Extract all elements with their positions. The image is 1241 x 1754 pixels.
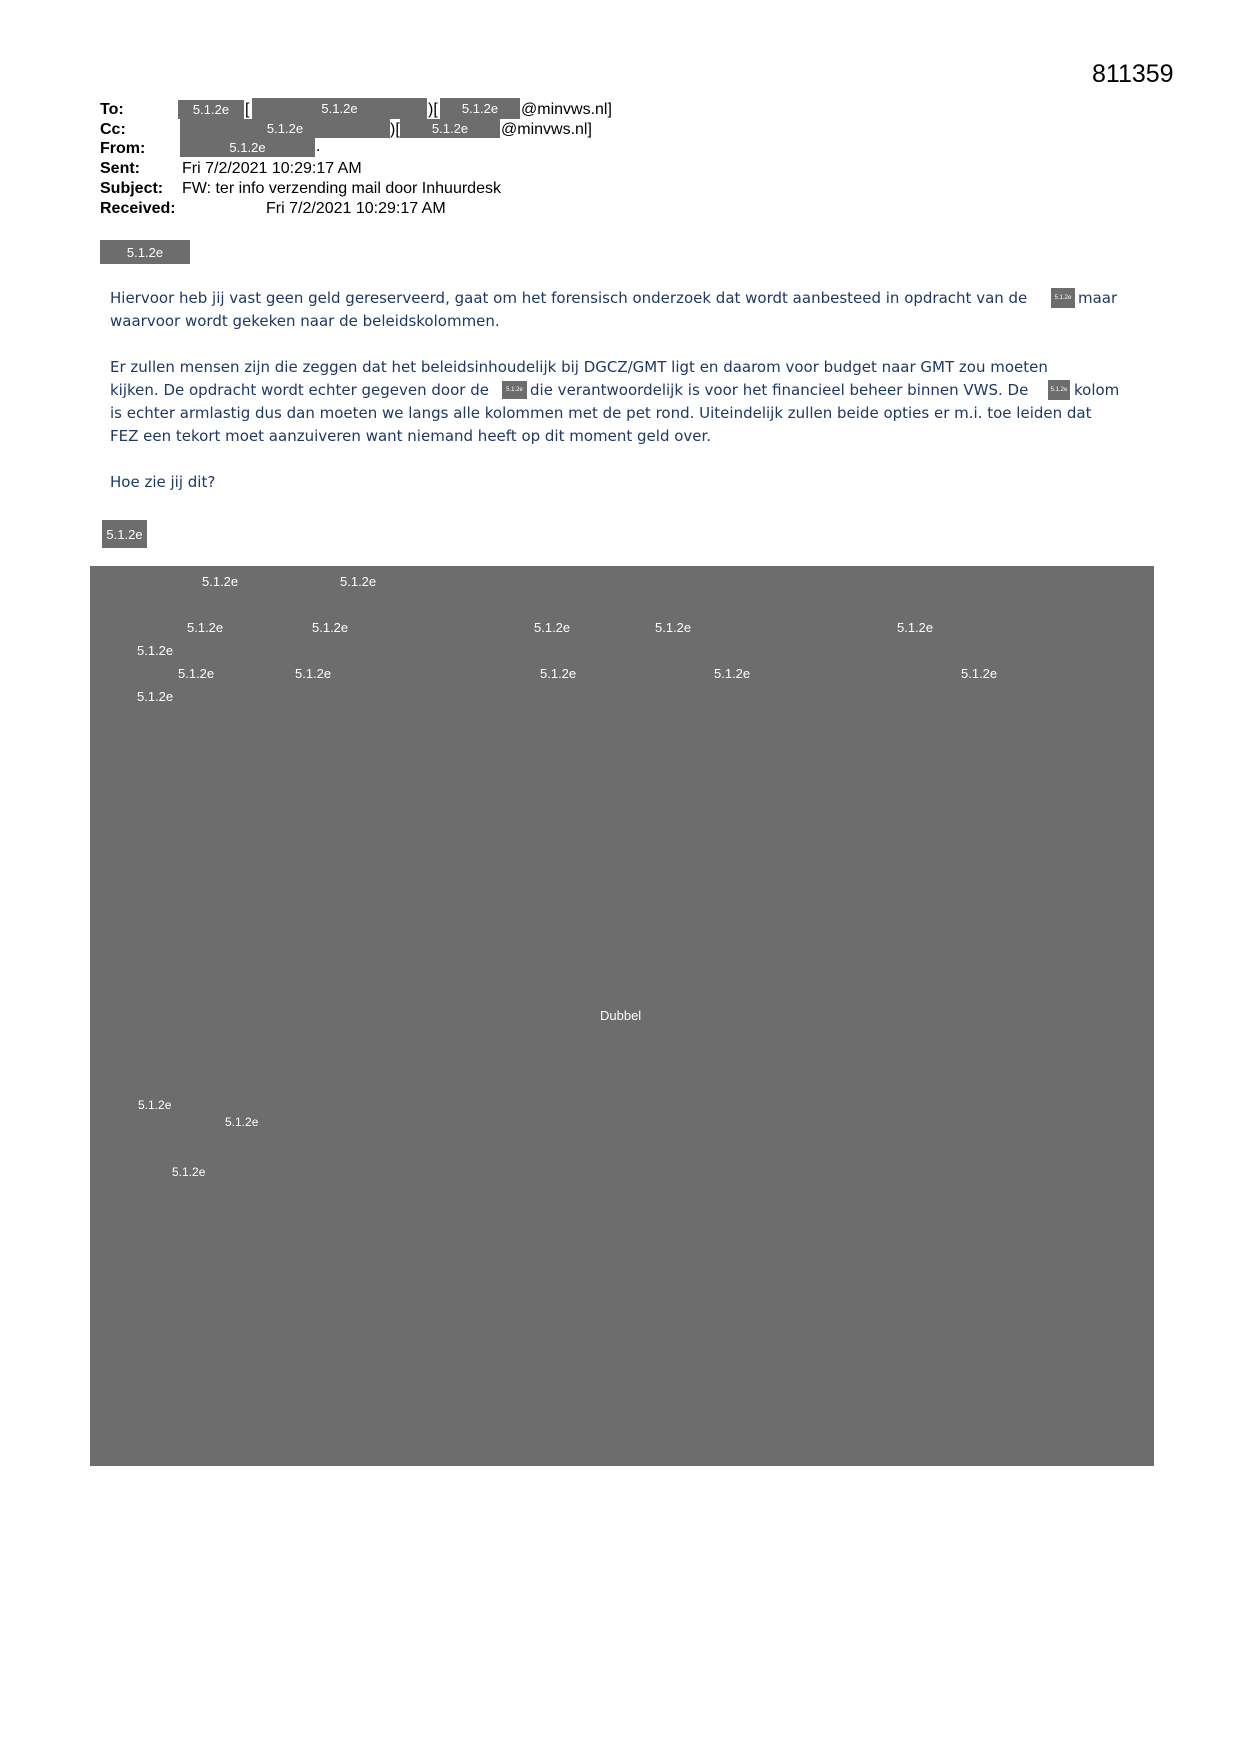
to-bracket-open: [ xyxy=(245,101,250,118)
body-line: die verantwoordelijk is voor het financieel beheer binnen VWS. De xyxy=(530,381,1029,399)
to-domain: @minvws.nl] xyxy=(521,101,612,118)
received-value: Fri 7/2/2021 10:29:17 AM xyxy=(266,200,446,217)
redaction-label: 5.1.2e xyxy=(172,1165,206,1179)
body-line: maar xyxy=(1078,289,1118,307)
redaction-label: 5.1.2e xyxy=(540,666,577,681)
redaction-label: 5.1.2e xyxy=(137,643,174,658)
salutation-redaction: 5.1.2e xyxy=(100,240,190,264)
body-line: Hiervoor heb jij vast geen geld gereserveerd, gaat om het forensisch onderzoek dat wordt aanbesteed in opdracht van de xyxy=(110,289,1028,307)
redaction-label: 5.1.2e xyxy=(340,574,377,589)
from-label: From: xyxy=(100,140,146,157)
cc-label: Cc: xyxy=(100,121,126,138)
redaction-box: 5.1.2e xyxy=(252,98,427,119)
redaction-label: 5.1.2e xyxy=(187,620,224,635)
cc-domain: @minvws.nl] xyxy=(501,121,592,138)
redaction-box: 5.1.2e xyxy=(180,138,315,157)
redaction-box: 5.1.2e xyxy=(440,98,520,119)
inline-redaction: 5.1.2e xyxy=(1048,380,1070,400)
redaction-label: 5.1.2e xyxy=(897,620,934,635)
from-dot: . xyxy=(316,138,321,155)
body-line: kijken. De opdracht wordt echter gegeven door de xyxy=(110,381,489,399)
body-line: Hoe zie jij dit? xyxy=(110,473,216,491)
redaction-label: 5.1.2e xyxy=(534,620,571,635)
body-line: FEZ een tekort moet aanzuiveren want niemand heeft op dit moment geld over. xyxy=(110,427,712,445)
inline-redaction: 5.1.2e xyxy=(502,381,527,399)
redaction-label: 5.1.2e xyxy=(961,666,998,681)
redaction-label: 5.1.2e xyxy=(295,666,332,681)
redaction-label: 5.1.2e xyxy=(202,574,239,589)
received-label: Received: xyxy=(100,200,176,217)
to-bracket-mid: )[ xyxy=(428,101,438,118)
inline-redaction: 5.1.2e xyxy=(1051,288,1075,308)
body-line: waarvoor wordt gekeken naar de beleidskolommen. xyxy=(110,312,500,330)
redaction-label: 5.1.2e xyxy=(138,1098,172,1112)
body-line: is echter armlastig dus dan moeten we langs alle kolommen met de pet rond. Uiteindelijk zullen beide opties er m.i. toe leiden dat xyxy=(110,404,1092,422)
redaction-label: 5.1.2e xyxy=(655,620,692,635)
redaction-label: 5.1.2e xyxy=(714,666,751,681)
redaction-label: 5.1.2e xyxy=(178,666,215,681)
signature-redaction: 5.1.2e xyxy=(102,520,147,548)
to-label: To: xyxy=(100,101,124,118)
redaction-box: 5.1.2e xyxy=(178,100,244,119)
redaction-label: 5.1.2e xyxy=(137,689,174,704)
redaction-box: 5.1.2e xyxy=(400,119,500,138)
subject-value: FW: ter info verzending mail door Inhuurdesk xyxy=(182,180,501,197)
redaction-label: 5.1.2e xyxy=(312,620,349,635)
body-line: kolom xyxy=(1074,381,1120,399)
redaction-label: 5.1.2e xyxy=(225,1115,259,1129)
cc-bracket-mid: )[ xyxy=(390,121,400,138)
body-line: Er zullen mensen zijn die zeggen dat het beleidsinhoudelijk bij DGCZ/GMT ligt en daarom voor budget naar GMT zou moeten xyxy=(110,358,1048,376)
document-number: 811359 xyxy=(1092,60,1174,88)
sent-value: Fri 7/2/2021 10:29:17 AM xyxy=(182,160,362,177)
dubbel-label: Dubbel xyxy=(600,1008,642,1023)
redacted-block xyxy=(90,566,1154,1466)
subject-label: Subject: xyxy=(100,180,164,197)
sent-label: Sent: xyxy=(100,160,140,177)
redaction-box: 5.1.2e xyxy=(180,119,390,138)
